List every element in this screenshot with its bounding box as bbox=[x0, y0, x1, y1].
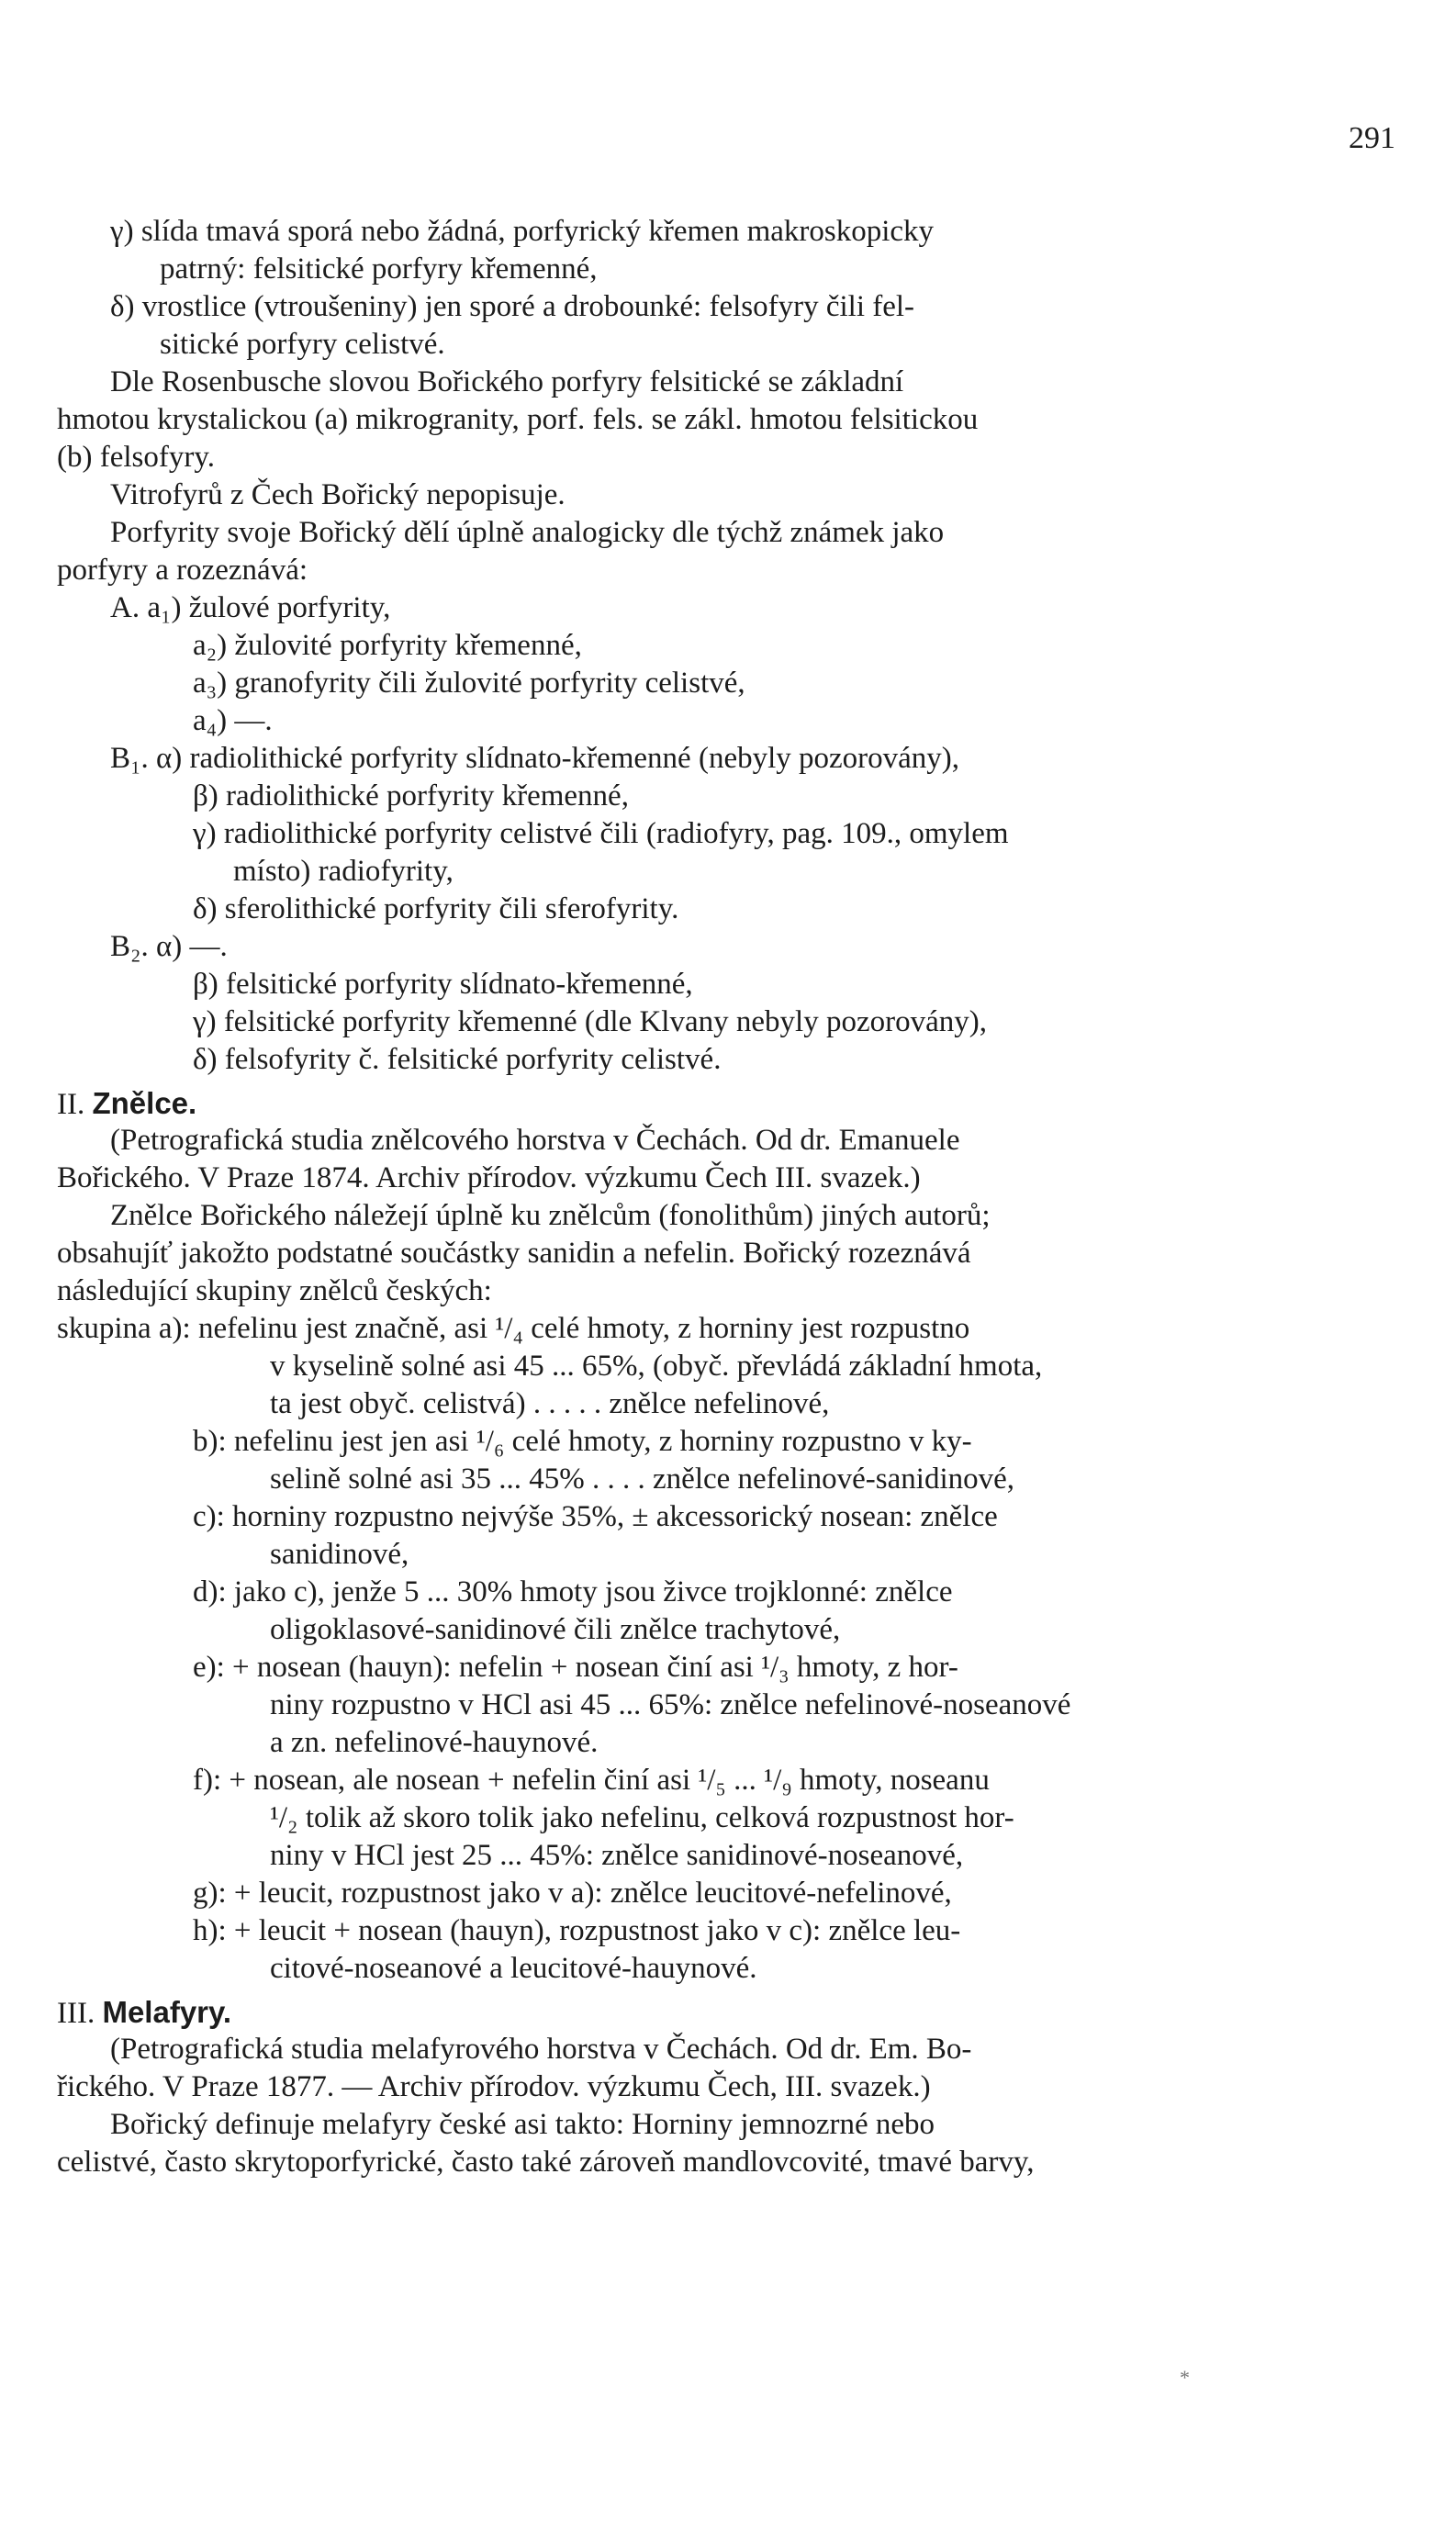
footer-mark: * bbox=[1180, 2366, 1190, 2389]
text-line: δ) sferolithické porfyrity čili sferofyrity. bbox=[193, 892, 679, 925]
text-line: Dle Rosenbusche slovou Bořického porfyry felsitické se základní bbox=[110, 365, 904, 398]
text-line: c): horniny rozpustno nejvýše 35%, ± akcessorický nosean: znělce bbox=[193, 1500, 998, 1533]
text-line: β) radiolithické porfyrity křemenné, bbox=[193, 779, 629, 813]
text-line: a zn. nefelinové-hauynové. bbox=[270, 1726, 599, 1759]
text-line: h): + leucit + nosean (hauyn), rozpustnost jako v c): znělce leu- bbox=[193, 1914, 961, 1947]
page-number: 291 bbox=[1349, 121, 1395, 155]
text-line: β) felsitické porfyrity slídnato-křemenné, bbox=[193, 968, 693, 1001]
text-line: ¹/₂ tolik až skoro tolik jako nefelinu, celková rozpustnost hor- bbox=[270, 1801, 1014, 1834]
text-line: niny v HCl jest 25 ... 45%: znělce sanidinové-noseanové, bbox=[270, 1839, 964, 1872]
text-line: v kyselině solné asi 45 ... 65%, (obyč. převládá základní hmota, bbox=[270, 1350, 1043, 1383]
text-line: a₃) granofyrity čili žulovité porfyrity celistvé, bbox=[193, 667, 745, 700]
text-line: g): + leucit, rozpustnost jako v a): znělce leucitové-nefelinové, bbox=[193, 1877, 952, 1910]
text-line: e): + nosean (hauyn): nefelin + nosean činí asi ¹/₃ hmoty, z hor- bbox=[193, 1651, 958, 1684]
text-line: A. a₁) žulové porfyrity, bbox=[110, 591, 391, 624]
text-line: d): jako c), jenže 5 ... 30% hmoty jsou živce trojklonné: znělce bbox=[193, 1575, 953, 1608]
text-line: skupina a): nefelinu jest značně, asi ¹/₄ celé hmoty, z horniny jest rozpustno bbox=[57, 1312, 970, 1345]
text-line: B₁. α) radiolithické porfyrity slídnato-křemenné (nebyly pozorovány), bbox=[110, 742, 960, 775]
text-line: porfyry a rozeznává: bbox=[57, 554, 308, 587]
text-line: citové-noseanové a leucitové-hauynové. bbox=[270, 1952, 757, 1985]
text-line: sitické porfyry celistvé. bbox=[160, 328, 445, 361]
section-heading bbox=[57, 1993, 1399, 2031]
text-line: celistvé, často skrytoporfyrické, často také zároveň mandlovcovité, tmavé barvy, bbox=[57, 2146, 1035, 2179]
text-line: Vitrofyrů z Čech Bořický nepopisuje. bbox=[110, 478, 566, 511]
text-line: oligoklasové-sanidinové čili znělce trachytové, bbox=[270, 1613, 841, 1646]
text-line: δ) felsofyrity č. felsitické porfyrity celistvé. bbox=[193, 1043, 722, 1076]
text-line: γ) slída tmavá sporá nebo žádná, porfyrický křemen makroskopicky bbox=[110, 215, 935, 248]
text-line: a₂) žulovité porfyrity křemenné, bbox=[193, 629, 582, 662]
text-line: následující skupiny znělců českých: bbox=[57, 1274, 492, 1307]
text-line: místo) radiofyrity, bbox=[233, 855, 454, 888]
text-line: sanidinové, bbox=[270, 1538, 409, 1571]
text-line: Znělce Bořického náležejí úplně ku znělcům (fonolithům) jiných autorů; bbox=[110, 1199, 991, 1232]
text-line: δ) vrostlice (vtroušeniny) jen sporé a drobounké: felsofyry čili fel- bbox=[110, 290, 915, 323]
text-line: (b) felsofyry. bbox=[57, 441, 215, 474]
section-heading bbox=[57, 1084, 1399, 1122]
text-line: řického. V Praze 1877. — Archiv přírodov. výzkumu Čech, III. svazek.) bbox=[57, 2070, 931, 2103]
text-line: Bořického. V Praze 1874. Archiv přírodov. výzkumu Čech III. svazek.) bbox=[57, 1161, 921, 1194]
section-title: Znělce. bbox=[92, 1086, 197, 1120]
text-line: (Petrografická studia znělcového horstva v Čechách. Od dr. Emanuele bbox=[110, 1124, 960, 1157]
section-number: III. bbox=[57, 1997, 95, 2030]
text-line: ta jest obyč. celistvá) . . . . . znělce nefelinové, bbox=[270, 1387, 830, 1420]
text-line: Bořický definuje melafyry české asi takto: Horniny jemnozrné nebo bbox=[110, 2108, 935, 2141]
text-line: selině solné asi 35 ... 45% . . . . znělce nefelinové-sanidinové, bbox=[270, 1463, 1015, 1496]
section-number: II. bbox=[57, 1088, 85, 1121]
section-title: Melafyry. bbox=[102, 1995, 232, 2029]
text-line: Porfyrity svoje Bořický dělí úplně analogicky dle týchž známek jako bbox=[110, 516, 945, 549]
text-line: B₂. α) —. bbox=[110, 930, 228, 963]
text-line: (Petrografická studia melafyrového horstva v Čechách. Od dr. Em. Bo- bbox=[110, 2033, 972, 2066]
text-line: patrný: felsitické porfyry křemenné, bbox=[160, 252, 598, 286]
text-line: γ) felsitické porfyrity křemenné (dle Klvany nebyly pozorovány), bbox=[193, 1005, 987, 1038]
text-line: niny rozpustno v HCl asi 45 ... 65%: znělce nefelinové-noseanové bbox=[270, 1688, 1071, 1721]
text-line: a₄) —. bbox=[193, 704, 273, 737]
text-line: γ) radiolithické porfyrity celistvé čili (radiofyry, pag. 109., omylem bbox=[193, 817, 1009, 850]
text-line: hmotou krystalickou (a) mikrogranity, porf. fels. se zákl. hmotou felsitickou bbox=[57, 403, 979, 436]
page-body bbox=[57, 213, 1399, 2181]
text-line: f): + nosean, ale nosean + nefelin činí asi ¹/₅ ... ¹/₉ hmoty, noseanu bbox=[193, 1764, 990, 1797]
text-line: b): nefelinu jest jen asi ¹/₆ celé hmoty, z horniny rozpustno v ky- bbox=[193, 1425, 972, 1458]
text-line: obsahujíť jakožto podstatné součástky sanidin a nefelin. Bořický rozeznává bbox=[57, 1237, 971, 1270]
